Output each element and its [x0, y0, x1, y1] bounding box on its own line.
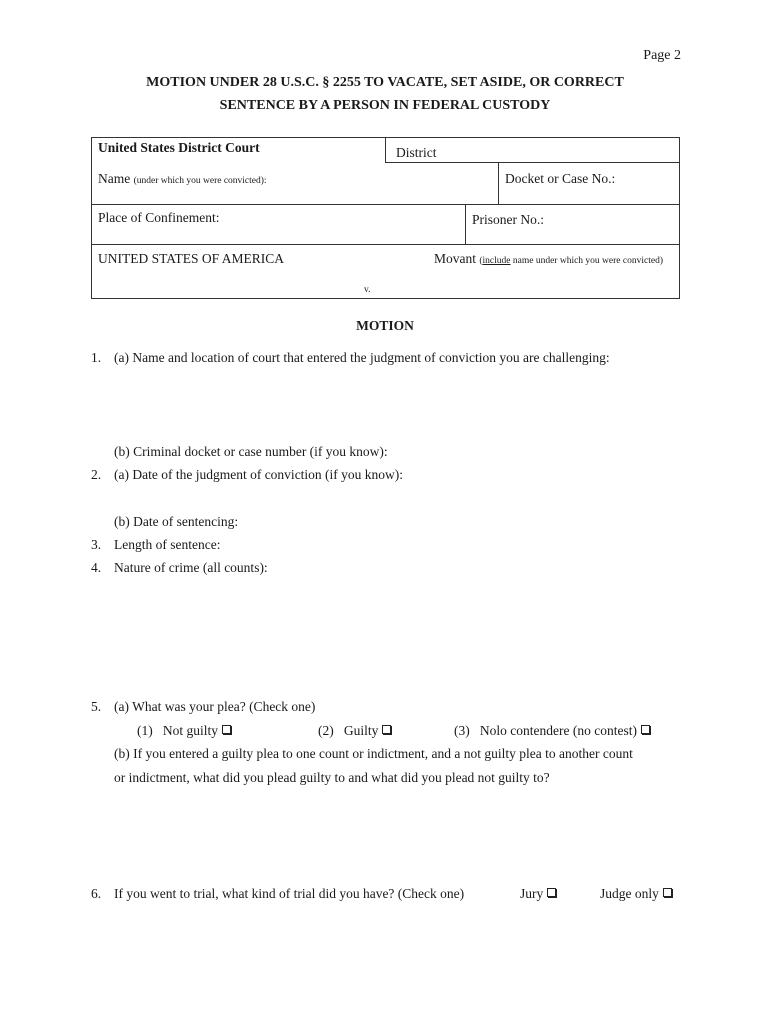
- name-label: Name: [98, 171, 131, 186]
- checkbox-icon[interactable]: [382, 725, 391, 734]
- checkbox-icon[interactable]: [222, 725, 231, 734]
- plea-option-not-guilty[interactable]: (1) Not guilty: [137, 723, 231, 739]
- case-caption-box: [91, 137, 680, 299]
- q6-text: If you went to trial, what kind of trial did you have? (Check one): [114, 886, 465, 901]
- trial-option-jury[interactable]: Jury: [520, 886, 556, 902]
- motion-heading: MOTION: [356, 318, 414, 333]
- divider: [92, 244, 679, 245]
- q1a-text: (a) Name and location of court that entered the judgment of conviction you are challenging:: [114, 350, 610, 365]
- q4-text: Nature of crime (all counts):: [114, 560, 268, 575]
- prisoner-no-field[interactable]: [472, 212, 544, 228]
- plea-option-guilty[interactable]: (2) Guilty: [318, 723, 391, 739]
- form-title-line-2: SENTENCE BY A PERSON IN FEDERAL CUSTODY: [219, 98, 551, 113]
- q2-number: 2.: [91, 467, 102, 482]
- page-number: Page 2: [643, 48, 681, 63]
- divider: [92, 204, 679, 205]
- court-label: United States District Court: [98, 140, 260, 155]
- confinement-label: Place of Confinement:: [98, 210, 220, 225]
- checkbox-icon[interactable]: [663, 888, 672, 897]
- name-field[interactable]: [98, 171, 267, 187]
- versus-label: v.: [364, 285, 371, 295]
- q3-text: Length of sentence:: [114, 537, 221, 552]
- confinement-field[interactable]: [98, 210, 219, 226]
- plea-option-nolo-contendere[interactable]: (3) Nolo contendere (no contest): [454, 723, 650, 739]
- name-note: (under which you were convicted):: [133, 176, 267, 186]
- q3-number: 3.: [91, 537, 102, 552]
- checkbox-icon[interactable]: [641, 725, 650, 734]
- form-title-line-1: MOTION UNDER 28 U.S.C. § 2255 TO VACATE, SET ASIDE, OR CORRECT: [146, 75, 624, 90]
- divider: [385, 138, 386, 162]
- prisoner-no-label: Prisoner No.:: [472, 212, 544, 227]
- divider: [465, 204, 466, 244]
- usa-label: UNITED STATES OF AMERICA: [98, 251, 285, 266]
- movant-note: (include name under which you were convicted): [479, 256, 663, 266]
- q5b-text-line-1: (b) If you entered a guilty plea to one count or indictment, and a not guilty plea to another count: [114, 746, 633, 761]
- district-field[interactable]: [396, 145, 437, 161]
- q2a-text: (a) Date of the judgment of conviction (if you know):: [114, 467, 404, 482]
- movant-label: Movant: [434, 251, 476, 266]
- docket-label: Docket or Case No.:: [505, 171, 616, 186]
- q5a-text: (a) What was your plea? (Check one): [114, 699, 316, 714]
- q4-number: 4.: [91, 560, 102, 575]
- q1b-text: (b) Criminal docket or case number (if you know):: [114, 444, 388, 459]
- divider: [498, 162, 499, 204]
- district-label: District: [396, 145, 437, 160]
- q5-number: 5.: [91, 699, 102, 714]
- q2b-text: (b) Date of sentencing:: [114, 514, 239, 529]
- movant-field[interactable]: [434, 251, 663, 267]
- docket-field[interactable]: [505, 171, 615, 187]
- q1-number: 1.: [91, 350, 102, 365]
- q5b-text-line-2: or indictment, what did you plead guilty to and what did you plead not guilty to?: [114, 770, 550, 785]
- checkbox-icon[interactable]: [547, 888, 556, 897]
- q6-number: 6.: [91, 886, 102, 901]
- divider: [385, 162, 679, 163]
- trial-option-judge-only[interactable]: Judge only: [600, 886, 672, 902]
